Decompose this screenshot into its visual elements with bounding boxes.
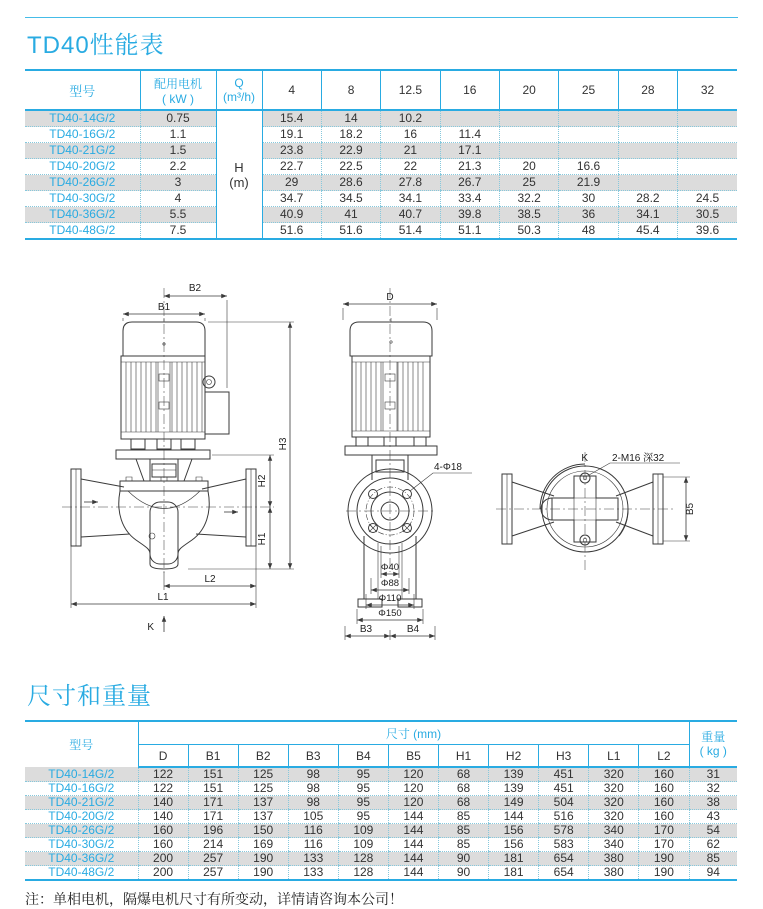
head-value-cell: 32.2: [500, 191, 559, 207]
pump-casing-group: [71, 469, 256, 569]
head-value-cell: [559, 110, 618, 127]
head-value-cell: 29: [262, 175, 321, 191]
dim-value-cell: 95: [338, 782, 388, 796]
col-header-flow-value: 32: [678, 70, 737, 110]
dim-value-cell: 144: [388, 866, 438, 881]
dim-value-cell: 171: [188, 810, 238, 824]
callout-bolt-holes: 4-Φ18: [434, 462, 462, 473]
dim-value-cell: 139: [489, 782, 539, 796]
dimensions-table-row: [25, 796, 737, 810]
model-cell: TD40-20G/2: [25, 810, 138, 824]
dim-value-cell: 90: [438, 866, 488, 881]
dim-value-cell: 160: [639, 782, 689, 796]
head-value-cell: 41: [321, 207, 380, 223]
head-value-cell: [500, 143, 559, 159]
head-value-cell: 21.3: [440, 159, 499, 175]
motor-group: [345, 318, 437, 455]
dim-value-cell: 160: [138, 838, 188, 852]
dim-value-cell: 95: [338, 767, 388, 782]
dim-value-cell: 516: [539, 810, 589, 824]
dim-value-cell: 116: [288, 838, 338, 852]
dim-value-cell: 68: [438, 767, 488, 782]
performance-table: [25, 69, 737, 240]
dim-value-cell: 95: [338, 796, 388, 810]
dim-value-cell: 95: [338, 810, 388, 824]
model-cell: TD40-21G/2: [25, 796, 138, 810]
head-value-cell: [678, 159, 737, 175]
dim-value-cell: 170: [639, 838, 689, 852]
dim-value-cell: 171: [188, 796, 238, 810]
head-value-cell: 40.7: [381, 207, 440, 223]
pump-top-view-drawing: [490, 436, 735, 641]
dim-value-cell: 151: [188, 767, 238, 782]
head-value-cell: 16: [381, 127, 440, 143]
head-value-cell: 21: [381, 143, 440, 159]
performance-table-row: [25, 223, 737, 240]
model-cell: TD40-36G/2: [25, 852, 138, 866]
head-value-cell: 33.4: [440, 191, 499, 207]
dimensions-table-row: [25, 824, 737, 838]
dim-value-cell: 85: [438, 810, 488, 824]
weight-cell: 62: [689, 838, 737, 852]
dim-label-phi40: Φ40: [380, 562, 400, 573]
dim-value-cell: 144: [388, 810, 438, 824]
dim-value-cell: 109: [338, 838, 388, 852]
q-unit: (m³/h): [223, 90, 255, 104]
head-value-cell: 51.6: [262, 223, 321, 240]
view-label-k: K: [581, 453, 588, 464]
model-cell: TD40-14G/2: [25, 110, 140, 127]
col-header-dim: L1: [589, 745, 639, 768]
motor-kw-cell: 2.2: [140, 159, 216, 175]
dim-label-h3: H3: [278, 437, 289, 451]
dim-value-cell: 144: [388, 852, 438, 866]
col-header-dim: B3: [288, 745, 338, 768]
dim-value-cell: 137: [238, 810, 288, 824]
dim-value-cell: 90: [438, 852, 488, 866]
head-value-cell: 23.8: [262, 143, 321, 159]
model-cell: TD40-26G/2: [25, 824, 138, 838]
dim-value-cell: 160: [639, 767, 689, 782]
model-cell: TD40-20G/2: [25, 159, 140, 175]
head-value-cell: 17.1: [440, 143, 499, 159]
dim-value-cell: 578: [539, 824, 589, 838]
dim-value-cell: 98: [288, 796, 338, 810]
head-value-cell: 22.9: [321, 143, 380, 159]
head-value-cell: 22: [381, 159, 440, 175]
dim-label-d: D: [386, 292, 394, 303]
head-value-cell: 48: [559, 223, 618, 240]
dim-value-cell: 133: [288, 866, 338, 881]
dim-value-cell: 200: [138, 852, 188, 866]
dim-value-cell: 120: [388, 767, 438, 782]
head-value-cell: 16.6: [559, 159, 618, 175]
dim-label-h1: H1: [257, 532, 268, 546]
dim-value-cell: 504: [539, 796, 589, 810]
col-header-dim: H1: [438, 745, 488, 768]
dim-value-cell: 380: [589, 852, 639, 866]
dimensions-table-row: [25, 810, 737, 824]
model-cell: TD40-16G/2: [25, 127, 140, 143]
dim-label-l1: L1: [157, 592, 169, 603]
col-header-flow: [216, 70, 262, 110]
dim-value-cell: 144: [388, 838, 438, 852]
head-value-cell: [559, 143, 618, 159]
motor-kw-cell: 1.1: [140, 127, 216, 143]
dimensions-table-row: [25, 852, 737, 866]
dim-value-cell: 98: [288, 782, 338, 796]
dim-value-cell: 196: [188, 824, 238, 838]
col-header-flow-value: 16: [440, 70, 499, 110]
motor-kw-cell: 3: [140, 175, 216, 191]
centerlines: [346, 288, 434, 572]
head-value-cell: [440, 110, 499, 127]
dimensions-table-row: [25, 866, 737, 881]
col-header-model: 型号: [69, 738, 94, 752]
head-value-cell: 34.5: [321, 191, 380, 207]
col-header-dim: L2: [639, 745, 689, 768]
head-value-cell: 51.1: [440, 223, 499, 240]
dim-value-cell: 85: [438, 824, 488, 838]
dim-value-cell: 125: [238, 782, 288, 796]
performance-table-header: [25, 70, 737, 110]
dim-value-cell: 181: [489, 866, 539, 881]
h-label: H: [234, 159, 244, 175]
dim-value-cell: 156: [489, 824, 539, 838]
head-value-cell: [618, 159, 677, 175]
dim-label-b5: B5: [685, 502, 696, 516]
head-value-cell: 24.5: [678, 191, 737, 207]
dim-value-cell: 340: [589, 838, 639, 852]
weight-cell: 85: [689, 852, 737, 866]
model-cell: TD40-30G/2: [25, 838, 138, 852]
head-value-cell: 45.4: [618, 223, 677, 240]
centerlines: [62, 288, 274, 574]
dim-value-cell: 257: [188, 866, 238, 881]
head-value-cell: 18.2: [321, 127, 380, 143]
weight-cell: 38: [689, 796, 737, 810]
dim-value-cell: 144: [489, 810, 539, 824]
dim-value-cell: 257: [188, 852, 238, 866]
col-header-model: 型号: [25, 70, 140, 110]
col-header-dim: H3: [539, 745, 589, 768]
motor-group: [116, 318, 229, 459]
dim-value-cell: 128: [338, 866, 388, 881]
weight-cell: 94: [689, 866, 737, 881]
head-value-cell: 20: [500, 159, 559, 175]
model-cell: TD40-21G/2: [25, 143, 140, 159]
h-unit: (m): [229, 174, 249, 190]
head-unit-cell: [216, 110, 262, 239]
col-header-flow-value: 20: [500, 70, 559, 110]
motor-kw-cell: 7.5: [140, 223, 216, 240]
col-header-flow-value: 25: [559, 70, 618, 110]
head-value-cell: [618, 110, 677, 127]
col-header-dim: B4: [338, 745, 388, 768]
head-value-cell: 38.5: [500, 207, 559, 223]
head-value-cell: [500, 110, 559, 127]
col-header-dim: D: [138, 745, 188, 768]
head-value-cell: 19.1: [262, 127, 321, 143]
weight-cell: 31: [689, 767, 737, 782]
head-value-cell: 22.7: [262, 159, 321, 175]
col-header-flow-value: 8: [321, 70, 380, 110]
head-value-cell: 28.2: [618, 191, 677, 207]
dim-value-cell: 190: [238, 852, 288, 866]
head-value-cell: 40.9: [262, 207, 321, 223]
dimensions-table-row: [25, 767, 737, 782]
head-value-cell: [618, 127, 677, 143]
head-value-cell: 25: [500, 175, 559, 191]
dim-value-cell: 156: [489, 838, 539, 852]
dim-value-cell: 160: [639, 796, 689, 810]
dim-value-cell: 122: [138, 767, 188, 782]
model-cell: TD40-48G/2: [49, 223, 116, 237]
weight-label: 重量: [701, 730, 726, 744]
dim-value-cell: 654: [539, 866, 589, 881]
motor-label: 配用电机: [153, 76, 202, 91]
dim-label-phi88: Φ88: [380, 578, 400, 589]
head-value-cell: 27.8: [381, 175, 440, 191]
head-value-cell: [678, 127, 737, 143]
motor-kw-cell: 0.75: [140, 110, 216, 127]
q-label: Q: [234, 76, 244, 90]
dim-value-cell: 160: [138, 824, 188, 838]
dim-value-cell: 125: [238, 767, 288, 782]
performance-section-title: TD40性能表: [27, 32, 165, 59]
dim-label-phi150: Φ150: [378, 608, 402, 619]
col-header-dim: H2: [489, 745, 539, 768]
pump-front-view-drawing: [38, 274, 308, 642]
dim-label-b4: B4: [406, 624, 420, 635]
head-value-cell: 50.3: [500, 223, 559, 240]
dim-value-cell: 109: [338, 824, 388, 838]
callout-tapped-holes: 2-M16 深32: [612, 453, 665, 464]
performance-table-row: [25, 127, 737, 143]
dim-value-cell: 137: [238, 796, 288, 810]
head-value-cell: [678, 175, 737, 191]
head-value-cell: 15.4: [262, 110, 321, 127]
dim-value-cell: 151: [188, 782, 238, 796]
model-cell: TD40-30G/2: [25, 191, 140, 207]
motor-base-plate: [345, 446, 437, 455]
performance-table-row: [25, 110, 737, 127]
model-cell: TD40-36G/2: [25, 207, 140, 223]
weight-cell: 32: [689, 782, 737, 796]
dim-value-cell: 170: [639, 824, 689, 838]
dim-value-cell: 160: [639, 810, 689, 824]
head-value-cell: 36: [559, 207, 618, 223]
dim-value-cell: 68: [438, 782, 488, 796]
head-value-cell: 21.9: [559, 175, 618, 191]
dim-value-cell: 85: [438, 838, 488, 852]
weight-cell: 43: [689, 810, 737, 824]
head-value-cell: 34.7: [262, 191, 321, 207]
head-value-cell: [618, 143, 677, 159]
performance-table-row: [25, 191, 737, 207]
pump-top-group: [502, 464, 663, 552]
head-value-cell: 28.6: [321, 175, 380, 191]
dim-value-cell: 98: [288, 767, 338, 782]
head-value-cell: 39.6: [678, 223, 737, 240]
col-header-dim: B5: [388, 745, 438, 768]
view-label-k: K: [147, 622, 154, 633]
col-header-weight: [689, 721, 737, 767]
head-value-cell: 34.1: [618, 207, 677, 223]
head-value-cell: 26.7: [440, 175, 499, 191]
dim-label-l2: L2: [204, 574, 216, 585]
dim-value-cell: 380: [589, 866, 639, 881]
pump-side-view-drawing: [320, 274, 490, 642]
dim-value-cell: 320: [589, 782, 639, 796]
dimension-lines: [581, 452, 696, 541]
weight-unit: ( kg ): [699, 744, 727, 758]
head-value-cell: [678, 110, 737, 127]
dimensions-table: [25, 720, 737, 881]
dim-value-cell: 451: [539, 782, 589, 796]
dim-value-cell: 140: [138, 810, 188, 824]
dim-value-cell: 120: [388, 782, 438, 796]
dim-label-h2: H2: [257, 474, 268, 488]
dim-value-cell: 320: [589, 796, 639, 810]
dim-value-cell: 149: [489, 796, 539, 810]
performance-table-row: [25, 175, 737, 191]
dimensions-table-row: [25, 838, 737, 852]
head-value-cell: 14: [321, 110, 380, 127]
dim-value-cell: 340: [589, 824, 639, 838]
dim-value-cell: 214: [188, 838, 238, 852]
dim-value-cell: 583: [539, 838, 589, 852]
dim-value-cell: 320: [589, 810, 639, 824]
dim-label-phi110: Φ110: [378, 593, 402, 604]
performance-table-row: [25, 207, 737, 223]
model-cell: TD40-14G/2: [25, 767, 138, 782]
model-cell: TD40-26G/2: [25, 175, 140, 191]
dim-value-cell: 68: [438, 796, 488, 810]
dim-value-cell: 181: [489, 852, 539, 866]
dim-value-cell: 320: [589, 767, 639, 782]
terminal-box: [205, 392, 229, 434]
dim-label-b2: B2: [188, 283, 202, 294]
dim-value-cell: 654: [539, 852, 589, 866]
head-value-cell: [618, 175, 677, 191]
head-value-cell: 34.1: [381, 191, 440, 207]
head-value-cell: [678, 143, 737, 159]
dim-value-cell: 139: [489, 767, 539, 782]
head-value-cell: 39.8: [440, 207, 499, 223]
col-header-dim: B1: [188, 745, 238, 768]
col-header-flow-value: 4: [262, 70, 321, 110]
col-header-flow-value: 12.5: [381, 70, 440, 110]
footnote: 注：单相电机，隔爆电机尺寸有所变动，详情请咨询本公司！: [25, 891, 403, 907]
col-header-motor: [140, 70, 216, 110]
motor-kw-cell: 5.5: [140, 207, 216, 223]
head-value-cell: [500, 127, 559, 143]
col-header-flow-value: 28: [618, 70, 677, 110]
dim-value-cell: 122: [138, 782, 188, 796]
dim-value-cell: 133: [288, 852, 338, 866]
dimensions-section-title: 尺寸和重量: [27, 683, 152, 710]
col-header-dims-group: 尺寸 (mm): [138, 721, 689, 745]
dim-value-cell: 190: [639, 866, 689, 881]
head-value-cell: 51.4: [381, 223, 440, 240]
dim-label-b3: B3: [359, 624, 373, 635]
dim-value-cell: 190: [639, 852, 689, 866]
dim-value-cell: 128: [338, 852, 388, 866]
motor-base-plate: [116, 450, 210, 459]
top-divider: [25, 17, 738, 18]
dim-value-cell: 120: [388, 796, 438, 810]
head-value-cell: 51.6: [321, 223, 380, 240]
head-value-cell: 11.4: [440, 127, 499, 143]
model-cell: TD40-16G/2: [25, 782, 138, 796]
technical-drawings: [0, 264, 763, 664]
head-value-cell: 30: [559, 191, 618, 207]
dimension-lines: [71, 283, 294, 633]
dim-value-cell: 116: [288, 824, 338, 838]
performance-table-row: [25, 159, 737, 175]
head-value-cell: [559, 127, 618, 143]
motor-kw-cell: 1.5: [140, 143, 216, 159]
dim-value-cell: 144: [388, 824, 438, 838]
model-cell: TD40-48G/2: [48, 865, 115, 879]
dimensions-table-header: [25, 721, 737, 745]
dim-label-b1: B1: [157, 302, 171, 313]
motor-unit: ( kW ): [162, 91, 194, 106]
dim-value-cell: 169: [238, 838, 288, 852]
dimensions-table-row: [25, 782, 737, 796]
dim-value-cell: 200: [138, 866, 188, 881]
dim-value-cell: 105: [288, 810, 338, 824]
dim-value-cell: 190: [238, 866, 288, 881]
head-value-cell: 22.5: [321, 159, 380, 175]
dim-value-cell: 140: [138, 796, 188, 810]
motor-kw-cell: 4: [140, 191, 216, 207]
performance-table-row: [25, 143, 737, 159]
weight-cell: 54: [689, 824, 737, 838]
dim-value-cell: 150: [238, 824, 288, 838]
head-value-cell: 10.2: [381, 110, 440, 127]
col-header-dim: B2: [238, 745, 288, 768]
head-value-cell: 30.5: [678, 207, 737, 223]
dim-value-cell: 451: [539, 767, 589, 782]
